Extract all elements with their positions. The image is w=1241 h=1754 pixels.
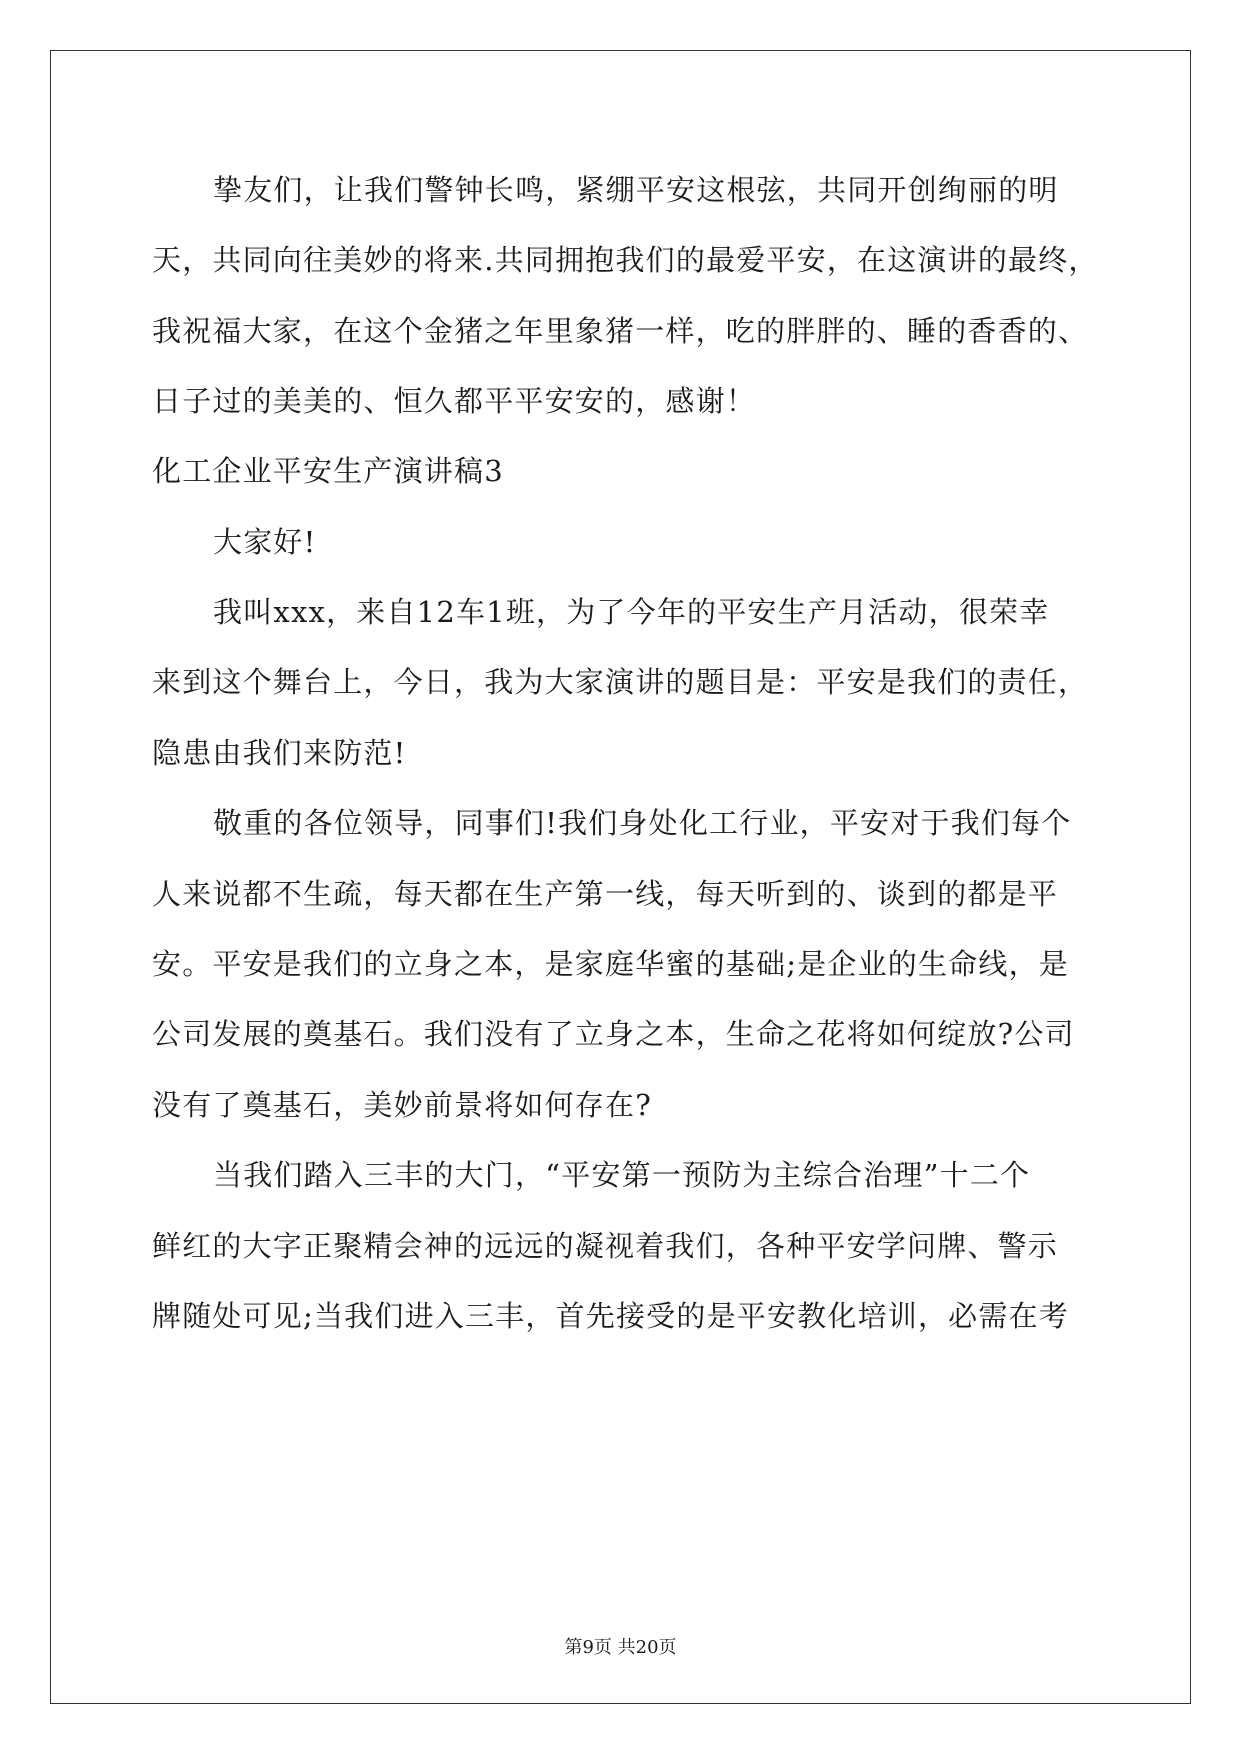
paragraph-line: 我祝福大家，在这个金猪之年里象猪一样，吃的胖胖的、睡的香香的、 — [152, 314, 1089, 348]
paragraph-line: 隐患由我们来防范! — [152, 736, 407, 770]
paragraph-line: 人来说都不生疏，每天都在生产第一线，每天听到的、谈到的都是平 — [152, 877, 1059, 911]
page-number: 第9页 共20页 — [564, 1637, 677, 1658]
paragraph-line: 我叫xxx，来自12车1班，为了今年的平安生产月活动，很荣幸 — [213, 595, 1050, 629]
paragraph-line: 大家好! — [213, 525, 317, 559]
paragraph-line: 牌随处可见;当我们进入三丰，首先接受的是平安教化培训，必需在考 — [152, 1299, 1069, 1333]
paragraph-line: 敬重的各位领导，同事们!我们身处化工行业，平安对于我们每个 — [213, 806, 1072, 840]
paragraph-line: 鲜红的大字正聚精会神的远远的凝视着我们，各种平安学问牌、警示 — [152, 1229, 1059, 1263]
paragraph-line: 来到这个舞台上，今日，我为大家演讲的题目是：平安是我们的责任， — [152, 665, 1089, 699]
paragraph-line: 日子过的美美的、恒久都平平安安的，感谢！ — [152, 384, 757, 418]
paragraph-line: 安。平安是我们的立身之本，是家庭华蜜的基础;是企业的生命线，是 — [152, 947, 1069, 981]
paragraph-line: 没有了奠基石，美妙前景将如何存在? — [152, 1088, 652, 1122]
paragraph-line: 公司发展的奠基石。我们没有了立身之本，生命之花将如何绽放?公司 — [152, 1017, 1075, 1051]
paragraph-line: 当我们踏入三丰的大门，“平安第一预防为主综合治理”十二个 — [213, 1158, 1031, 1192]
paragraph-line: 挚友们，让我们警钟长鸣，紧绷平安这根弦，共同开创绚丽的明 — [213, 173, 1059, 207]
paragraph-line: 天，共同向往美妙的将来.共同拥抱我们的最爱平安，在这演讲的最终， — [152, 243, 1099, 277]
section-heading: 化工企业平安生产演讲稿3 — [152, 454, 504, 488]
